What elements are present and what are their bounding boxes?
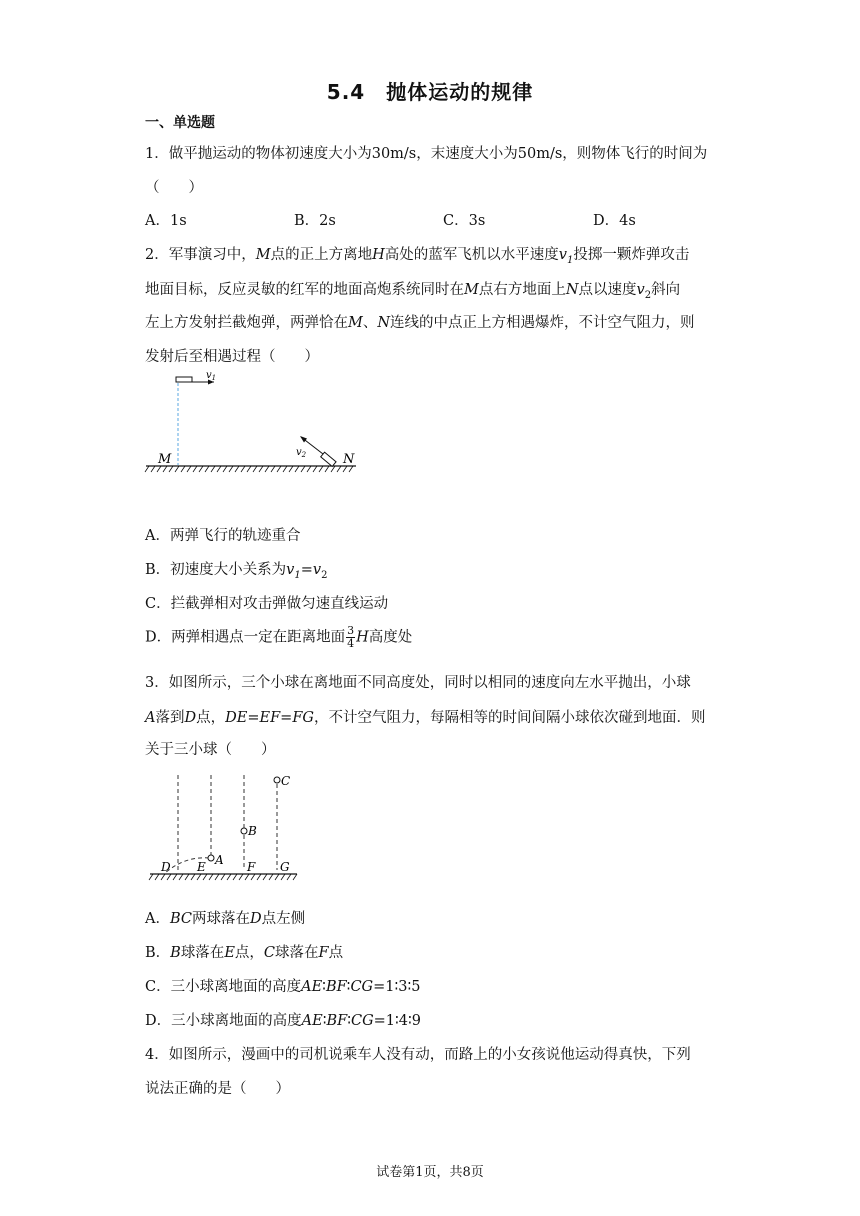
q3-option-a: A．BC两球落在D点左侧 (145, 911, 306, 927)
q3-option-d: D．三小球离地面的高度AE∶BF∶CG=1∶4∶9 (145, 1013, 422, 1029)
label-b: B (248, 824, 257, 838)
q1-option-d: D．4s (593, 213, 636, 229)
q1-option-b: B．2s (294, 213, 336, 229)
q1-option-c: C．3s (443, 213, 486, 229)
page-footer: 试卷第1页，共8页 (376, 1165, 484, 1180)
q3-stem-line3: 关于三小球（ ） (145, 742, 276, 758)
q3-stem-line2: A落到D点，DE=EF=FG，不计空气阻力，每隔相等的时间间隔小球依次碰到地面．则 (145, 710, 706, 726)
q2-stem-line1: 2．军事演习中，M点的正上方离地H高处的蓝军飞机以水平速度$v_1$投掷一颗炸弹攻击 (145, 247, 690, 266)
q1-option-a: A．1s (145, 213, 187, 229)
q3-figure (145, 770, 305, 888)
q3-option-c: C．三小球离地面的高度AE∶BF∶CG=1∶3∶5 (145, 979, 421, 995)
q3-stem-line1: 3．如图所示，三个小球在离地面不同高度处，同时以相同的速度向左水平抛出，小球 (145, 675, 691, 691)
bomber-plane (176, 377, 192, 382)
label-d: D (161, 860, 171, 874)
q2-figure (140, 365, 370, 480)
q2-option-a: A．两弹飞行的轨迹重合 (145, 528, 301, 544)
label-m: M (158, 452, 172, 467)
ball-c (274, 777, 280, 783)
ground-hatching (145, 466, 353, 472)
label-e: E (197, 860, 206, 874)
q2-option-d: D．两弹相遇点一定在距离地面 $\frac{3}{4}$ H高度处 (145, 624, 413, 650)
label-a: A (215, 853, 224, 867)
q2-stem-line3: 左上方发射拦截炮弹，两弹恰在M、N连线的中点正上方相遇爆炸，不计空气阻力，则 (145, 315, 695, 331)
label-n: N (343, 452, 355, 467)
q1-stem-line1: 1．做平抛运动的物体初速度大小为30m/s，末速度大小为50m/s，则物体飞行的时间为 (145, 146, 708, 162)
fraction-three-quarters: $\frac{3}{4}$ (347, 624, 355, 650)
q3-option-b: B．B球落在E点，C球落在F点 (145, 945, 344, 961)
label-f: F (247, 860, 256, 874)
ball-a (208, 855, 214, 861)
svg-text:v2: $v_2$ (296, 447, 307, 459)
q2-option-b: B．初速度大小关系为$v_1=v_2$ (145, 562, 328, 581)
q4-stem-line2: 说法正确的是（ ） (145, 1081, 290, 1097)
q2-stem-line4: 发射后至相遇过程（ ） (145, 349, 319, 365)
q2-option-c: C．拦截弹相对攻击弹做匀速直线运动 (145, 596, 389, 612)
section-heading: 一、单选题 (145, 115, 215, 131)
svg-text:v1: $v_1$ (206, 370, 217, 382)
label-c: C (281, 774, 291, 788)
q2-stem-line2: 地面目标，反应灵敏的红军的地面高炮系统同时在M点右方地面上N点以速度$v_2$斜向 (145, 282, 681, 301)
page-title: 5.4 抛体运动的规律 (326, 80, 534, 104)
q4-stem-line1: 4．如图所示，漫画中的司机说乘车人没有动，而路上的小女孩说他运动得真快，下列 (145, 1047, 691, 1063)
label-g: G (280, 860, 290, 874)
ground-hatching-3 (149, 874, 297, 880)
ball-b (241, 828, 247, 834)
q1-stem-line2: （ ） (145, 180, 203, 196)
artillery-gun (321, 452, 336, 466)
